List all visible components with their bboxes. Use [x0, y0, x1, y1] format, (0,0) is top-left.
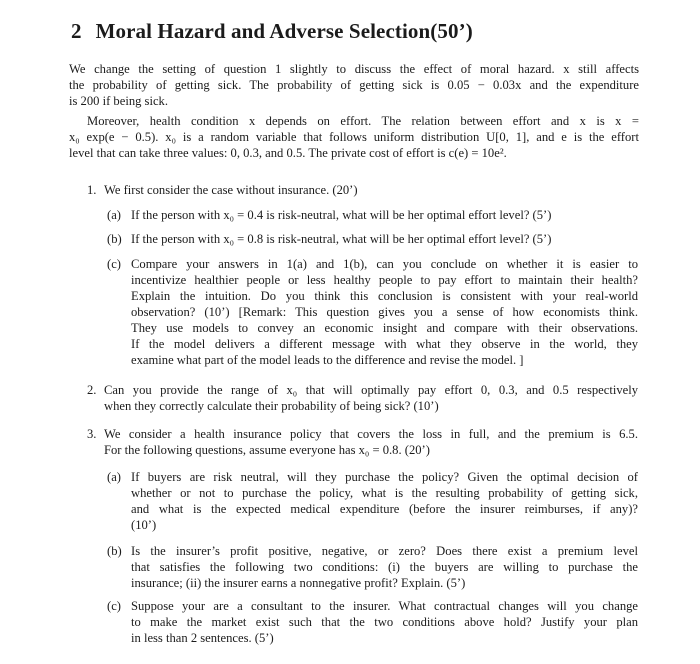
intro-p1-line: the probability of getting sick. The probability of getting sick is 0.05 − 0.03x and the expenditure: [69, 78, 639, 92]
question-2-line: Can you provide the range of x₀ that will optimally pay effort 0, 0.3, and 0.5 respectively: [104, 383, 638, 397]
question-3-line: For the following questions, assume everyone has x₀ = 0.8. (20’): [104, 443, 430, 457]
question-1b-line: If the person with x₀ = 0.8 is risk-neutral, what will be her optimal effort level? (5’): [131, 232, 552, 246]
question-3-label: 3.: [87, 427, 97, 441]
question-2-label: 2.: [87, 383, 97, 397]
question-1c-label: (c): [107, 257, 121, 271]
question-2-text: [104, 382, 638, 414]
question-3-line: We consider a health insurance policy that covers the loss in full, and the premium is 6.5.: [104, 427, 638, 441]
question-1c-text: [131, 256, 638, 368]
question-1-text: [104, 182, 644, 198]
question-3a-line: and what is the expected medical expenditure (before the insurer reimburses, if any)?: [131, 502, 638, 516]
question-3a-line: whether or not to purchase the policy, what is the resulting probability of getting sick,: [131, 486, 638, 500]
section-title-text: Moral Hazard and Adverse Selection(50’): [95, 19, 473, 43]
question-3c-text: [131, 598, 638, 646]
question-1a-label: (a): [107, 208, 121, 222]
question-1c-line: They use models to convey an economic insight and compare with their observations.: [131, 321, 638, 335]
question-1c-line: incentivize healthier people or less healthy people to pay effort to maintain their health?: [131, 273, 638, 287]
question-1-label: 1.: [87, 183, 97, 197]
question-1c-line: observation? (10’) [Remark: This question gives you a sense of how economists think.: [131, 305, 638, 319]
question-3c-label: (c): [107, 599, 121, 613]
intro-p2-line: Moreover, health condition x depends on effort. The relation between effort and x is x =: [87, 114, 639, 128]
question-1c-line: Explain the intuition. Do you think this conclusion is consistent with your real-world: [131, 289, 638, 303]
question-3-text: [104, 426, 638, 458]
question-2-line: when they correctly calculate their probability of being sick? (10’): [104, 399, 439, 413]
intro-p2-line: x₀ exp(e − 0.5). x₀ is a random variable that follows uniform distribution U[0, 1], and e is the effort: [69, 130, 639, 144]
intro-p1-line: We change the setting of question 1 slightly to discuss the effect of moral hazard. x still affects: [69, 62, 639, 76]
question-3b-line: Is the insurer’s profit positive, negative, or zero? Does there exist a premium level: [131, 544, 638, 558]
intro-p2-line: level that can take three values: 0, 0.3, and 0.5. The private cost of effort is c(e) = 10e².: [69, 146, 507, 160]
question-3b-line: insurance; (ii) the insurer earns a nonnegative profit? Explain. (5’): [131, 576, 466, 590]
question-3a-line: If buyers are risk neutral, will they purchase the policy? Given the optimal decision of: [131, 470, 638, 484]
question-3a-text: [131, 469, 638, 533]
question-1c-line: Compare your answers in 1(a) and 1(b), can you conclude on whether it is easier to: [131, 257, 638, 271]
question-1-line: We first consider the case without insurance. (20’): [104, 183, 358, 197]
question-1b-label: (b): [107, 232, 122, 246]
question-3b-line: that satisfies the following two conditions: (i) the buyers are willing to purchase the: [131, 560, 638, 574]
question-3c-line: Suppose your are a consultant to the insurer. What contractual changes will you change: [131, 599, 638, 613]
question-3c-line: in less than 2 sentences. (5’): [131, 631, 274, 645]
question-1c-line: examine what part of the model leads to the difference and revise the model. ]: [131, 353, 524, 367]
question-1b-text: [131, 231, 641, 247]
intro-paragraph-1: [69, 61, 639, 109]
question-3a-line: (10’): [131, 518, 157, 532]
section-number: 2: [71, 19, 82, 43]
question-1c-line: If the model delivers a different message with what they observe in the world, they: [131, 337, 638, 351]
question-3c-line: to make the market exist such that the two conditions above hold? Justify your plan: [131, 615, 638, 629]
question-3b-text: [131, 543, 638, 591]
question-1a-line: If the person with x₀ = 0.4 is risk-neutral, what will be her optimal effort level? (5’): [131, 208, 552, 222]
question-1a-text: [131, 207, 641, 223]
intro-p1-line: is 200 if being sick.: [69, 94, 168, 108]
question-3b-label: (b): [107, 544, 122, 558]
intro-paragraph-2: [69, 113, 639, 161]
question-3a-label: (a): [107, 470, 121, 484]
section-heading: [71, 19, 473, 44]
